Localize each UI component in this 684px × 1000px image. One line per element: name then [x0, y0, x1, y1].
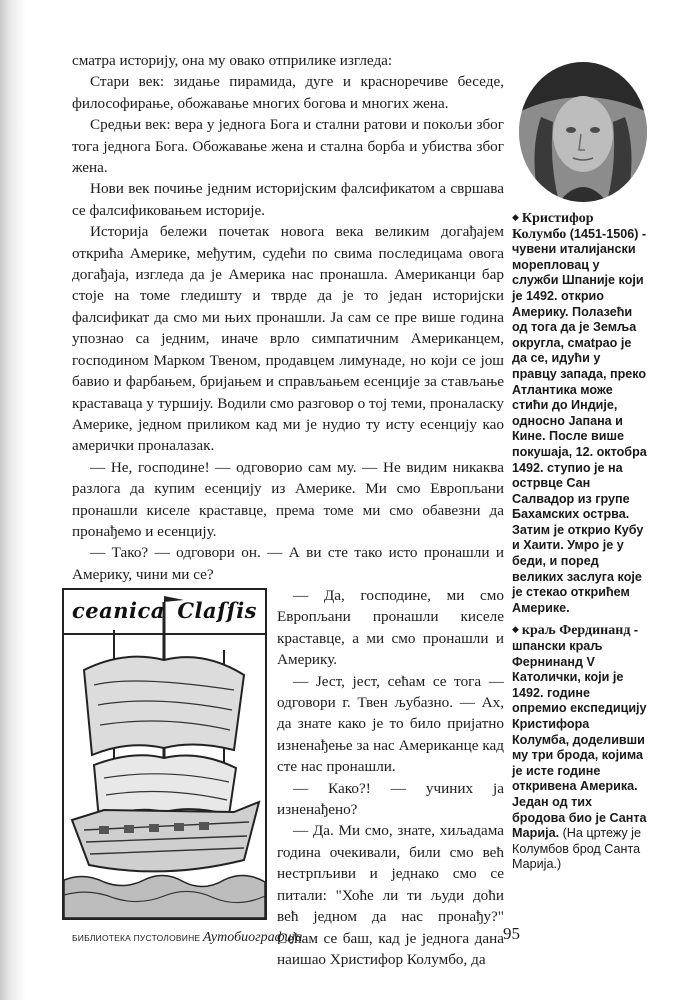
paragraph: — Тако? — одговори он. — А ви сте тако исто пронашли и Америку, чини ми се?	[72, 544, 504, 583]
margin-notes	[512, 210, 647, 879]
paragraph: сматра историју, она му овако отприлике изгледа:	[72, 52, 393, 69]
paragraph: Нови век почиње једним историјским фалсификатом а свршава се фалсификовањем историје.	[72, 180, 504, 219]
page-number: 95	[503, 924, 520, 943]
ship-drawing	[64, 590, 265, 918]
note-term: Кристифор Колумбо	[512, 211, 594, 242]
margin-note-columbus	[512, 210, 647, 616]
lower-text-column	[277, 585, 504, 970]
paragraph: — Да. Ми смо, знате, хиљадама година очекивали, били смо већ нестрпљиви и једнако смо се питали: "Хоће ли ти људи доћи већ једном да нас пронађу?" Сећам се баш, кад је једнога дана наишао Христифор Колумбо, да	[277, 822, 504, 968]
woodcut-caption-left: ceanica	[72, 598, 165, 623]
paragraph: Средњи век: вера у једнога Бога и стални ратови и покољи због тога једнога Бога. Обожавање жена и стална борба и убиства због жена.	[72, 116, 504, 177]
diamond-bullet-icon: ◆	[512, 624, 519, 635]
note-term: краљ Фердинанд	[521, 623, 631, 639]
book-title: Аутобиографија	[202, 930, 303, 945]
diamond-bullet-icon: ◆	[512, 212, 519, 222]
portrait-drawing	[519, 62, 647, 202]
paragraph: — Како?! — учиних ја изненађено?	[277, 779, 504, 819]
margin-note-ferdinand	[512, 622, 647, 873]
paragraph: Стари век: зидање пирамида, дуге и красноречиве беседе, философирање, обожавање многих богова и многих жена.	[72, 73, 504, 112]
paragraph: — Јест, јест, сећам се тога — одговори г. Твен љубазно. — Ах, да знате како је то било пријатно изненађење за нас Американце кад сте нас пронашли.	[277, 672, 504, 776]
page-gutter-shadow	[0, 0, 26, 1000]
paragraph: — Да, господине, ми смо Европљани пронашли киселе краставце, а ми смо пронашли и Америку.	[277, 587, 504, 669]
note-body: - шпански краљ Фернинанд V Католички, који је 1492. године опремио експедицију Кристифора Колумба, доделивши му три брода, којима је исте године откривена Америка. Један од тих бродова био је Санта Марија.	[512, 623, 647, 841]
series-name: БИБЛИОТЕКА ПУСТОЛОВИНЕ	[72, 933, 201, 943]
ship-woodcut-illustration	[62, 588, 267, 920]
paragraph: — Не, господине! — одговорио сам му. — Не видим никаква разлога да купим есенцију из Америке. Ми смо Европљани пронашли киселе краставце, према томе ми смо обавезни да пронађемо и есенцију.	[72, 458, 504, 540]
running-footer	[72, 930, 302, 946]
paragraph: Историја бележи почетак новога века великим догађајем открића Америке, међутим, судећи по свима последицама овога догађаја, изгледа да је Америка нас пронашла. Американци бар стоје на томе гледишту и тврде да је то један историјски фалсификат да смо ми њих пронашли. Ја сам се пре више година упознао са једним, иначе врло симпатичним Американцем, господином Марком Твеном, продавцем лимунаде, но који се још бавио и фарбањем, бријањем и справљањем есенције за стављање краставаца у туршију. Водили смо разговор о тој теми, проналаску Америке, једном приликом кад ми је нудио ту исту есенцију као амерички проналазак.	[72, 223, 504, 455]
main-text-column	[72, 50, 504, 585]
woodcut-caption-right: Claſſis	[177, 598, 257, 623]
note-caption: (На цртежу је Колумбов брод Санта Марија.)	[512, 826, 641, 872]
columbus-portrait	[519, 62, 647, 202]
note-body: (1451-1506) - чувени италијански морепловац у служби Шпаније који је 1492. открио Америку. Полазећи од тога да је Земља округла, смatрао је да се, идући у правцу запада, преко Атлантика може стићи до Индије, односно Јапана и Кине. После више покушаја, 12. октобра 1492. ступио је на острвце Сан Салвадор из групе Бахамских острва. Затим је открио Кубу и Хаити. Умро је у беди, и поред великих заслуга које је стекао открићем Америке.	[512, 226, 647, 615]
